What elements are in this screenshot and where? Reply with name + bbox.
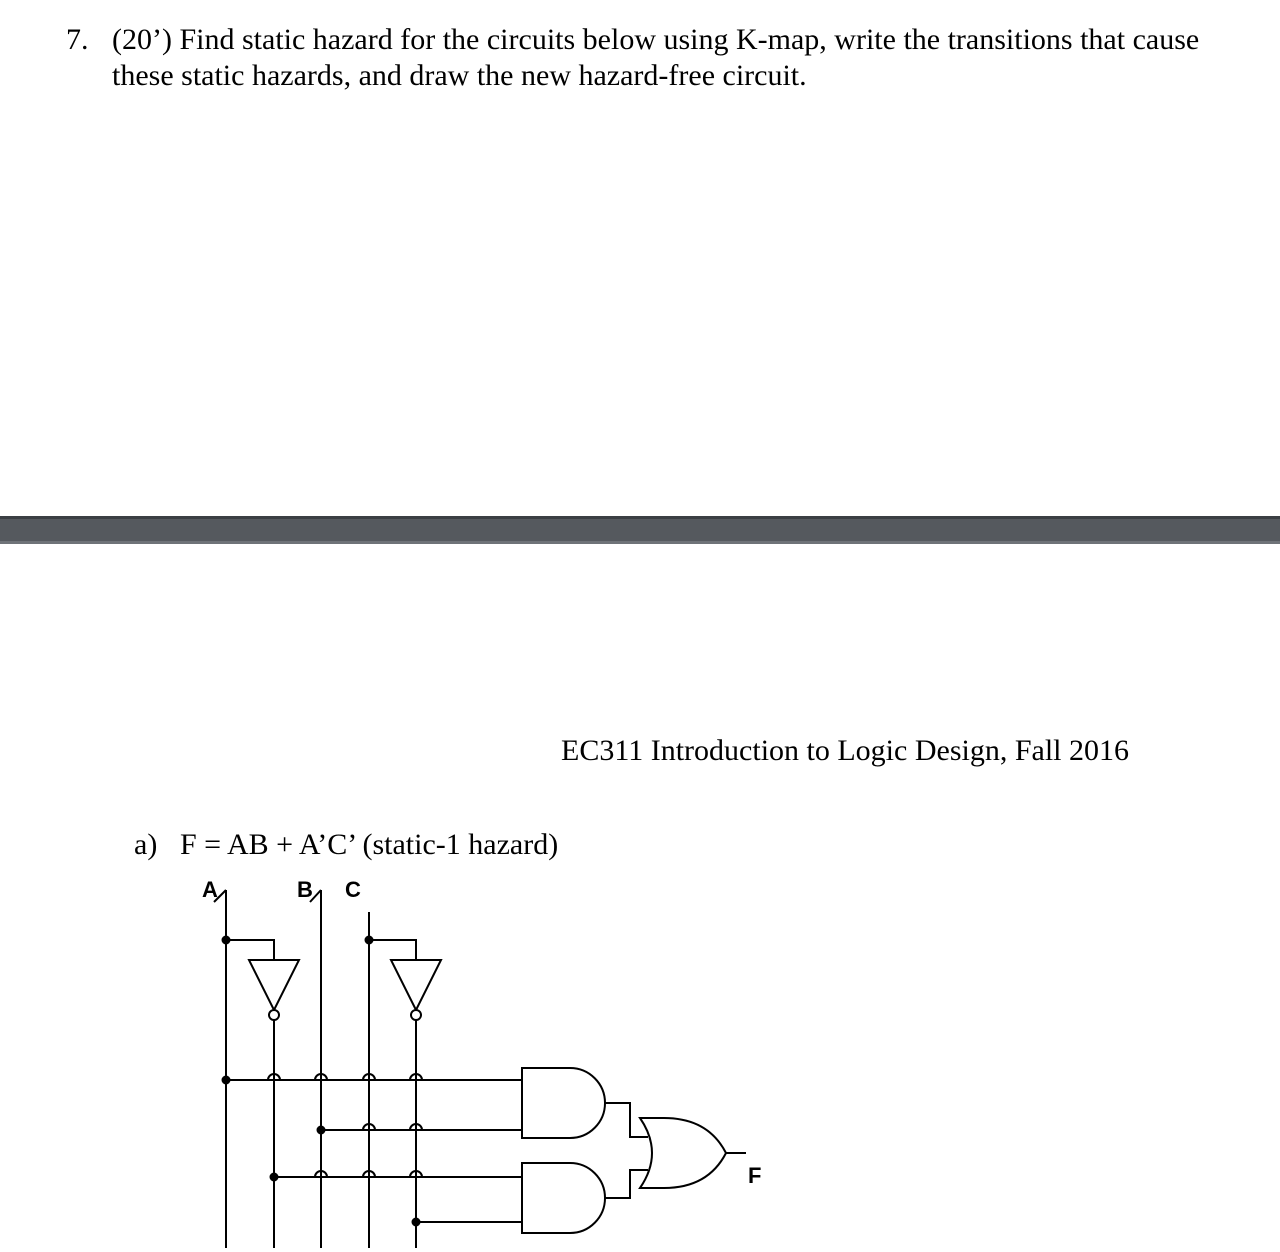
inverter-c [391,960,441,1020]
input-label-c: C [345,877,361,902]
input-buses [214,890,416,1248]
inverter-a [249,960,299,1020]
feed-a-to-inverter [226,940,274,960]
bubble-a [269,1010,279,1020]
inverter-feeds [223,937,417,961]
part-a-label: a) [134,828,158,861]
and-gate-1 [522,1068,605,1138]
input-label-a: A [202,877,218,902]
or-gate [640,1118,746,1188]
part-a-expression: F = AB + A’C’ (static-1 hazard) [180,828,559,861]
junction-c [366,937,373,944]
question-text: (20’) Find static hazard for the circuits below using K-map, write the transitions that cause these static hazards, and draw the new hazard-free circuit. [112,23,1200,92]
and-gate-2 [522,1163,605,1233]
wire-crossovers [268,1074,422,1177]
bubble-c [411,1010,421,1020]
gate-input-wires [223,1077,523,1226]
question-number: 7. [66,23,89,56]
junction-a [223,937,230,944]
course-header: EC311 Introduction to Logic Design, Fall 2016 [561,734,1129,767]
feed-c-to-inverter [369,940,416,960]
input-label-b: B [297,877,313,902]
output-label-f: F [748,1163,762,1188]
